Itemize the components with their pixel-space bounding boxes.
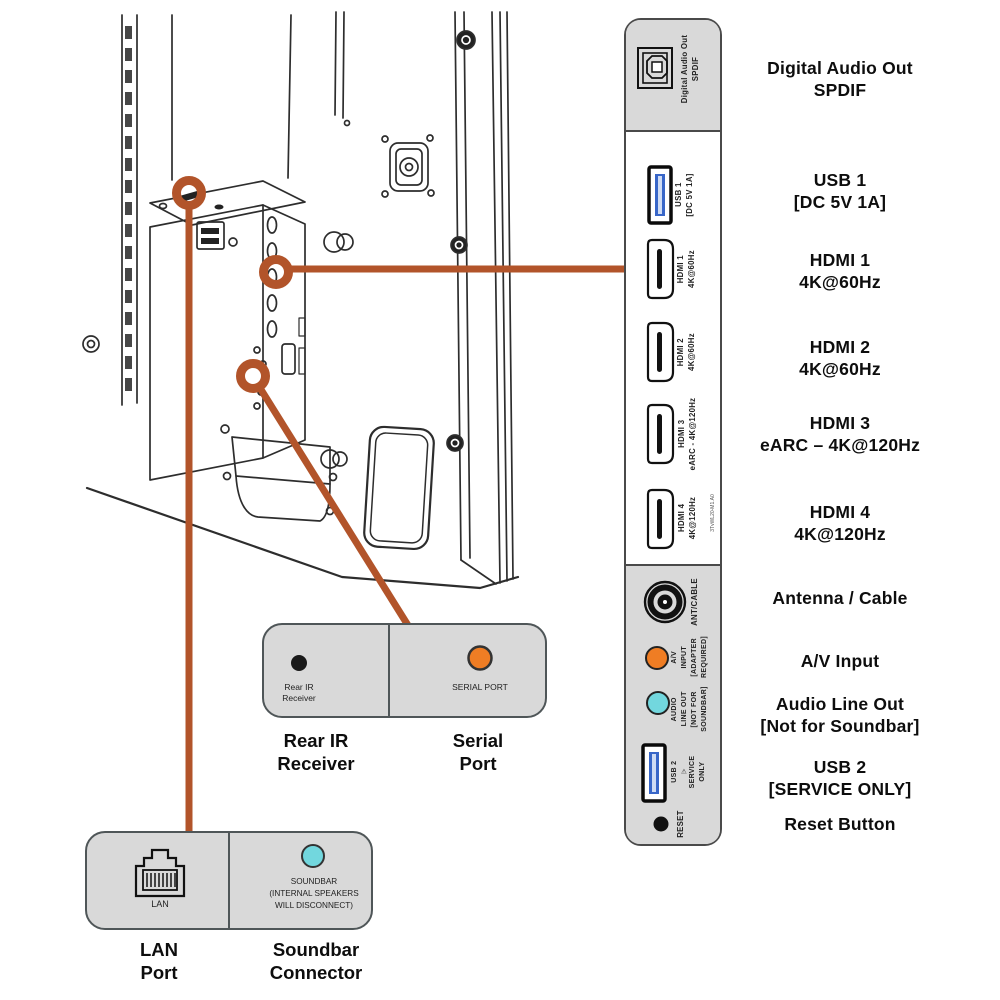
reset-port-label: RESET: [676, 810, 685, 838]
label-usb2: USB 2 [SERVICE ONLY]: [768, 757, 912, 799]
soundbar-connector-text: SOUNDBAR (INTERNAL SPEAKERS WILL DISCONNECT): [269, 877, 359, 910]
warning-triangle-icon: ⚠: [681, 769, 687, 776]
usb2-port-label: USB 2 ⚠ SERVICE ONLY: [671, 755, 706, 789]
label-hdmi2: HDMI 2 4K@60Hz: [799, 337, 881, 379]
label-av-input: A/V Input: [800, 651, 880, 671]
hdmi1-port-label: HDMI 1 4K@60Hz: [676, 250, 696, 288]
rear-ir-receiver-title: Rear IR Receiver: [277, 730, 355, 774]
label-usb1: USB 1 [DC 5V 1A]: [793, 170, 887, 212]
soundbar-connector-title: Soundbar Connector: [269, 939, 363, 983]
callout-line-serial: [260, 388, 409, 627]
hdmi3-port-label: HDMI 3 eARC - 4K@120Hz: [677, 397, 697, 471]
lan-port-title: LAN Port: [139, 939, 179, 983]
label-audio-line-out: Audio Line Out [Not for Soundbar]: [760, 694, 920, 736]
label-hdmi1: HDMI 1 4K@60Hz: [799, 250, 881, 292]
panel-part-number: 3TvWL20-M1.A0: [710, 494, 716, 532]
audio-line-out-port-label: AUDIO LINE OUT [NOT FOR SOUNDBAR]: [671, 686, 709, 732]
label-hdmi4: HDMI 4 4K@120Hz: [794, 502, 886, 544]
label-reset-button: Reset Button: [784, 814, 896, 834]
usb1-port-label: USB 1 [DC 5V 1A]: [674, 173, 694, 217]
callout-ring-lan: [177, 181, 202, 206]
rear-ir-receiver-port-text: Rear IR Receiver: [282, 682, 316, 703]
lan-port-text: LAN: [151, 899, 169, 909]
serial-port-text: SERIAL PORT: [452, 682, 508, 692]
callout-ring-serial: [241, 364, 266, 389]
label-hdmi3: HDMI 3 eARC – 4K@120Hz: [759, 413, 921, 455]
av-input-port-label: A/V INPUT [ADAPTER REQUIRED]: [671, 636, 709, 678]
antenna-port-label: ANT/CABLE: [690, 578, 699, 626]
spdif-port-label: Digital Audio Out SPDIF: [680, 34, 700, 104]
callout-box-divider: [388, 625, 390, 716]
label-antenna-cable: Antenna / Cable: [772, 588, 908, 608]
rear-ir-serial-callout-box: [262, 623, 547, 718]
callout-box-divider: [228, 833, 230, 928]
serial-port-title: Serial Port: [452, 730, 504, 774]
hdmi4-port-label: HDMI 4 4K@120Hz: [677, 496, 697, 540]
label-digital-audio-out: Digital Audio Out SPDIF: [767, 58, 913, 100]
hdmi2-port-label: HDMI 2 4K@60Hz: [676, 333, 696, 371]
